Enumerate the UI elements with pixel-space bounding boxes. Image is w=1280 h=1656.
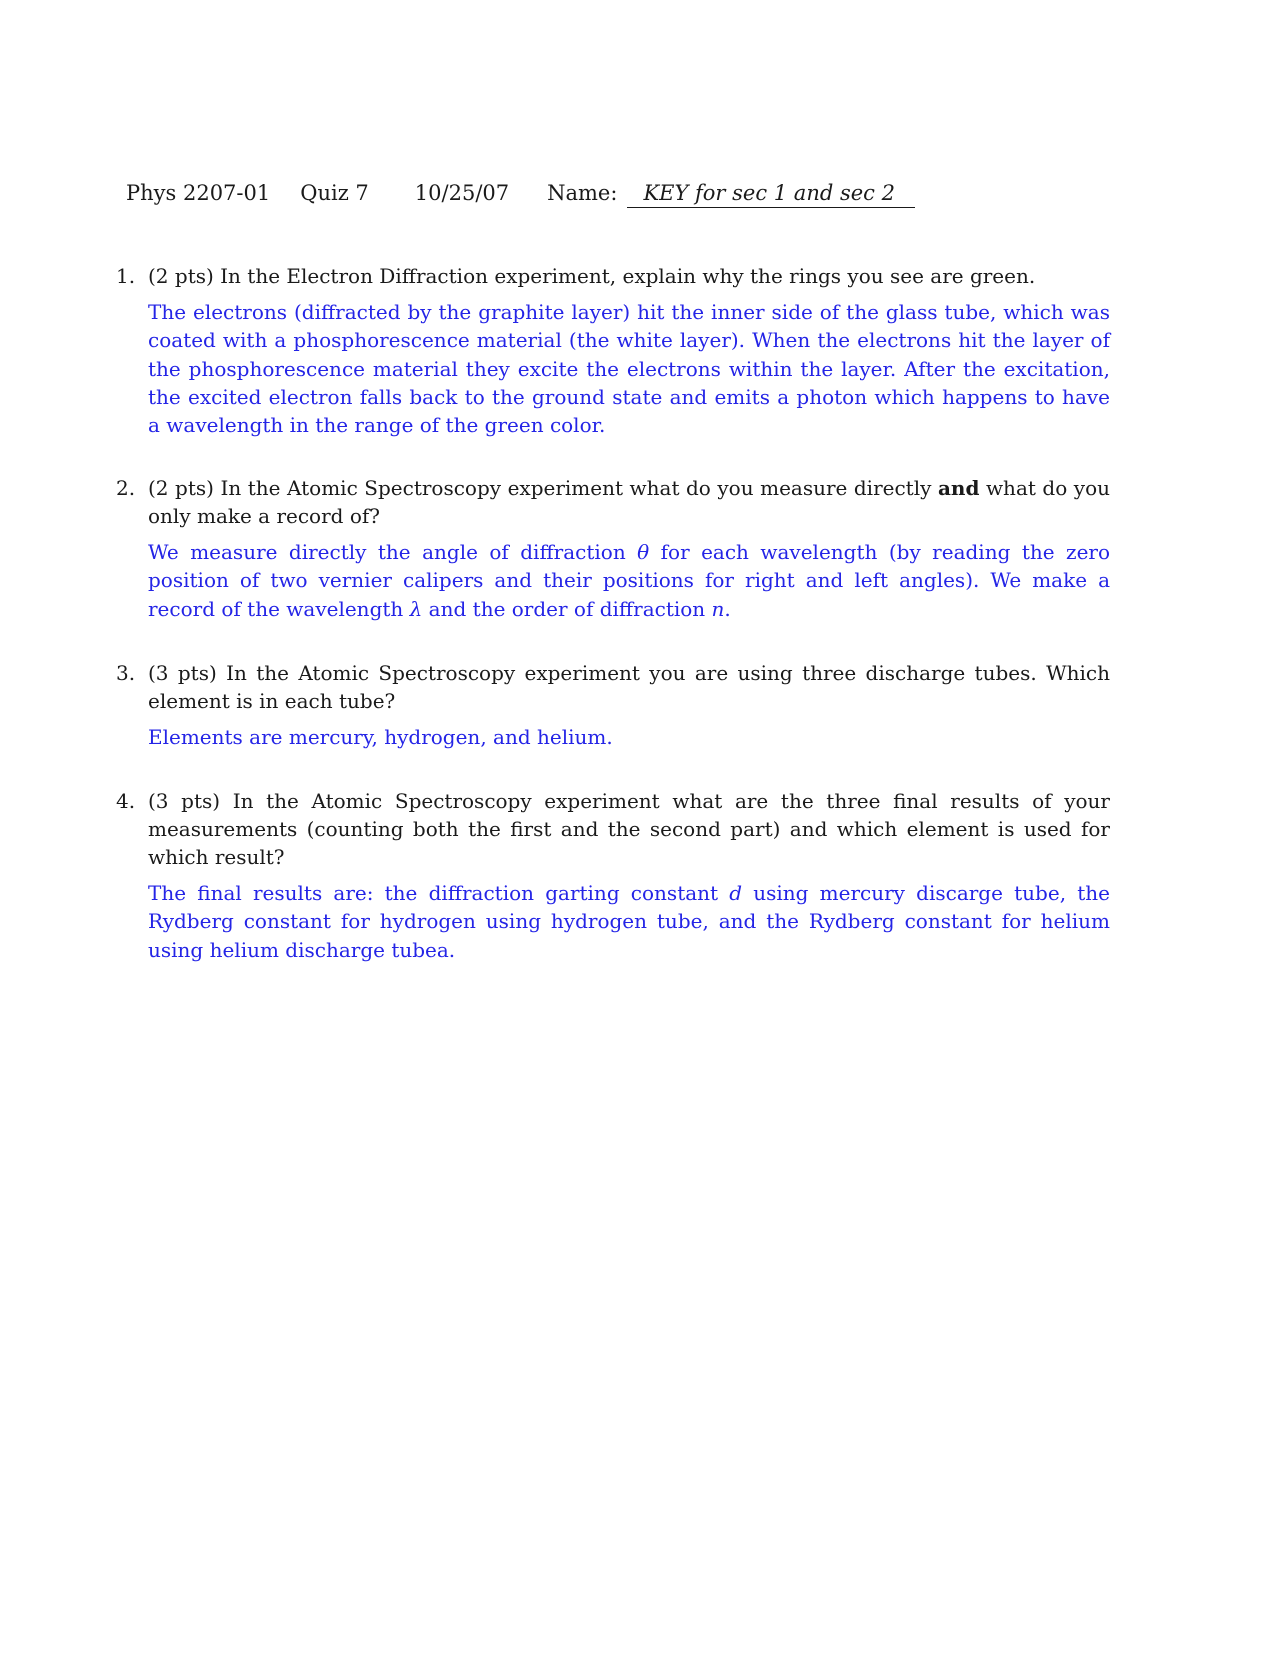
answer-segment: using mercury discarge tube, the Rydberg constant for hydrogen using hydrogen tube, and the Rydberg constant for helium using helium discharge tubea. bbox=[148, 881, 1110, 962]
question-number: 1. bbox=[116, 264, 136, 288]
answer-segment: The final results are: the diffraction garting constant bbox=[148, 881, 730, 905]
question-4 bbox=[116, 787, 1110, 967]
question-list bbox=[116, 262, 1110, 967]
n-symbol: n bbox=[711, 596, 725, 621]
question-prompt: (3 pts) In the Atomic Spectroscopy experiment what are the three final results of your measurements (counting both the first and the second part) and which element is used for which result? bbox=[148, 789, 1110, 869]
d-symbol: d bbox=[729, 881, 743, 905]
name-label: Name: bbox=[547, 181, 618, 205]
answer-text: Elements are mercury, hydrogen, and helium. bbox=[148, 725, 613, 749]
question-prompt: (2 pts) In the Electron Diffraction experiment, explain why the rings you see are green. bbox=[148, 264, 1036, 288]
prompt-text: what do you only make a record of? bbox=[148, 476, 1110, 528]
name-field-value: KEY for sec 1 and sec 2 bbox=[627, 181, 915, 208]
answer-segment: We measure directly the angle of diffraction bbox=[148, 540, 638, 564]
answer-text: The electrons (diffracted by the graphite layer) hit the inner side of the glass tube, which was coated with a phosphorescence material (the white layer). When the electrons hit the layer of the phosphorescence material they excite the electrons within the layer. After the excitation, the excited electron falls back to the ground state and emits a photon which happens to have a wavelength in the range of the green color. bbox=[148, 300, 1110, 438]
answer-segment: and the order of diffraction bbox=[422, 596, 712, 621]
quiz-date: 10/25/07 bbox=[414, 181, 510, 205]
question-prompt bbox=[148, 474, 1110, 530]
question-prompt: (3 pts) In the Atomic Spectroscopy experiment you are using three discharge tubes. Which element is in each tube? bbox=[148, 661, 1110, 713]
question-number: 3. bbox=[116, 661, 136, 685]
question-1 bbox=[116, 262, 1110, 474]
question-3 bbox=[116, 659, 1110, 787]
quiz-number: Quiz 7 bbox=[300, 181, 369, 205]
answer-segment: . bbox=[724, 596, 731, 621]
prompt-text: (2 pts) In the Atomic Spectroscopy experiment what do you measure directly bbox=[148, 476, 938, 500]
lambda-symbol: λ bbox=[409, 596, 423, 621]
quiz-header bbox=[126, 181, 915, 208]
question-number: 4. bbox=[116, 789, 136, 813]
theta-symbol: θ bbox=[637, 540, 650, 564]
prompt-emphasis: and bbox=[937, 476, 980, 500]
question-2 bbox=[116, 474, 1110, 659]
course-code: Phys 2207-01 bbox=[126, 181, 271, 205]
answer-text bbox=[148, 538, 1110, 623]
answer-text bbox=[148, 879, 1110, 964]
question-number: 2. bbox=[116, 476, 136, 500]
answer-segment: for each wavelength (by reading the zero position of two vernier calipers and their positions for right and left angles). We make a record of the wavelength bbox=[148, 540, 1110, 621]
